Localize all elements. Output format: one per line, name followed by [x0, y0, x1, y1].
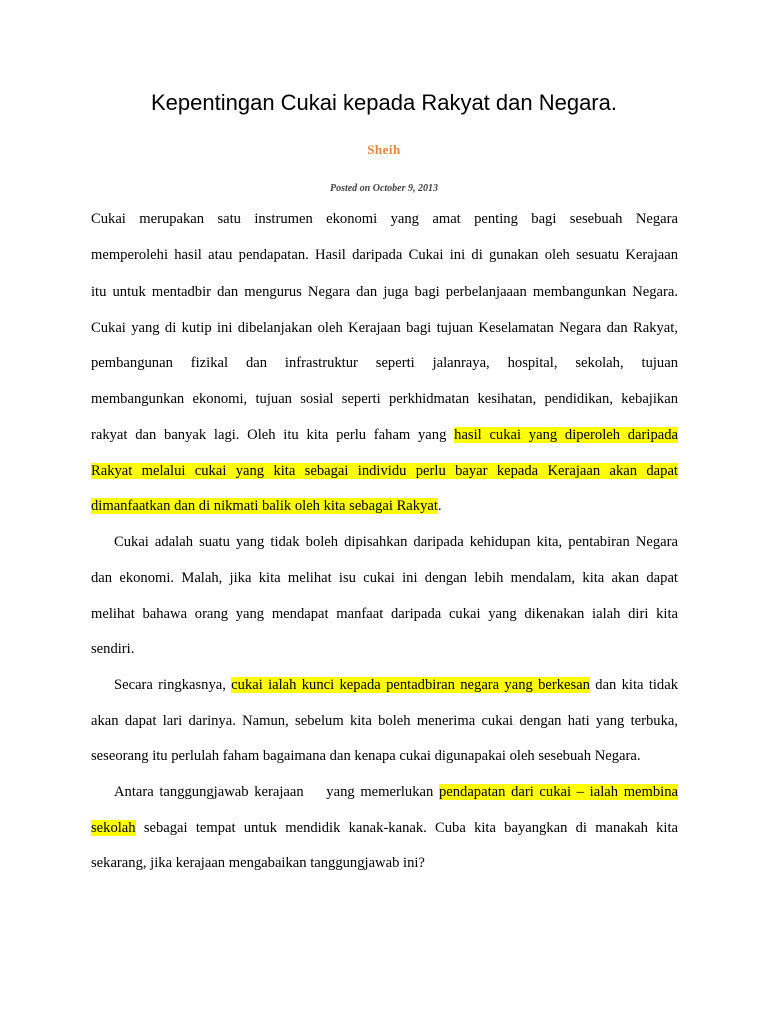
paragraph-2-line-3: melihat bahawa orang yang mendapat manfaat daripada cukai yang dikenakan ialah diri kita — [91, 606, 678, 622]
text-run: sebagai tempat untuk mendidik kanak-kanak. Cuba kita bayangkan di manakah kita — [135, 820, 678, 836]
paragraph-1-line-7 — [91, 425, 678, 445]
text-run: rakyat dan banyak lagi. Oleh itu kita perlu faham yang — [91, 427, 455, 443]
highlighted-text: dimanfaatkan dan di nikmati balik oleh kita sebagai Rakyat — [91, 498, 438, 514]
paragraph-3-line-2: akan dapat lari darinya. Namun, sebelum kita boleh menerima cukai dengan hati yang terbuka, — [91, 713, 678, 729]
posted-date: Posted on October 9, 2013 — [329, 183, 439, 194]
paragraph-1-line-5: pembangunan fizikal dan infrastruktur seperti jalanraya, hospital, sekolah, tujuan — [91, 355, 678, 371]
text-run: Secara ringkasnya, — [114, 677, 232, 693]
paragraph-2-line-1: Cukai adalah suatu yang tidak boleh dipisahkan daripada kehidupan kita, pentabiran Negara — [114, 534, 678, 550]
paragraph-1-line-4: Cukai yang di kutip ini dibelanjakan oleh Kerajaan bagi tujuan Keselamatan Negara dan Rakyat, — [91, 320, 678, 336]
paragraph-4-line-3: sekarang, jika kerajaan mengabaikan tanggungjawab ini? — [91, 855, 425, 871]
text-run: . — [437, 498, 442, 514]
paragraph-1-line-6: membangunkan ekonomi, tujuan sosial seperti perkhidmatan kesihatan, pendidikan, kebajikan — [91, 391, 678, 407]
paragraph-1-line-2: memperolehi hasil atau pendapatan. Hasil daripada Cukai ini di gunakan oleh sesuatu Kerajaan — [91, 247, 678, 263]
document-title: Kepentingan Cukai kepada Rakyat dan Negara. — [151, 90, 617, 115]
paragraph-3-line-1 — [114, 675, 678, 695]
paragraph-1-line-9 — [91, 496, 678, 516]
paragraph-2-line-2: dan ekonomi. Malah, jika kita melihat isu cukai ini dengan lebih mendalam, kita akan dapat — [91, 570, 678, 586]
text-run: Antara tanggungjawab kerajaan yang memerlukan — [114, 784, 439, 800]
paragraph-4-line-2 — [91, 818, 678, 838]
paragraph-3-line-3: seseorang itu perlulah faham bagaimana dan kenapa cukai digunapakai oleh sesebuah Negara. — [91, 748, 641, 764]
highlighted-text: sekolah — [91, 820, 136, 836]
paragraph-1-line-3: itu untuk mentadbir dan mengurus Negara dan juga bagi perbelanjaaan membangunkan Negara. — [91, 284, 678, 300]
author-link[interactable]: Sheih — [367, 142, 401, 157]
highlighted-text: Rakyat melalui cukai yang kita sebagai individu perlu bayar kepada Kerajaan akan dapat — [91, 463, 678, 479]
text-run: dan kita tidak — [589, 677, 678, 693]
paragraph-1-line-8 — [91, 461, 678, 481]
paragraph-1-line-1: Cukai merupakan satu instrumen ekonomi yang amat penting bagi sesebuah Negara — [91, 211, 678, 227]
highlighted-text: cukai ialah kunci kepada pentadbiran negara yang berkesan — [231, 677, 590, 693]
paragraph-2-line-4: sendiri. — [91, 641, 135, 657]
paragraph-4-line-1 — [114, 782, 678, 802]
highlighted-text: pendapatan dari cukai – ialah membina — [438, 784, 679, 800]
highlighted-text: hasil cukai yang diperoleh daripada — [454, 427, 679, 443]
